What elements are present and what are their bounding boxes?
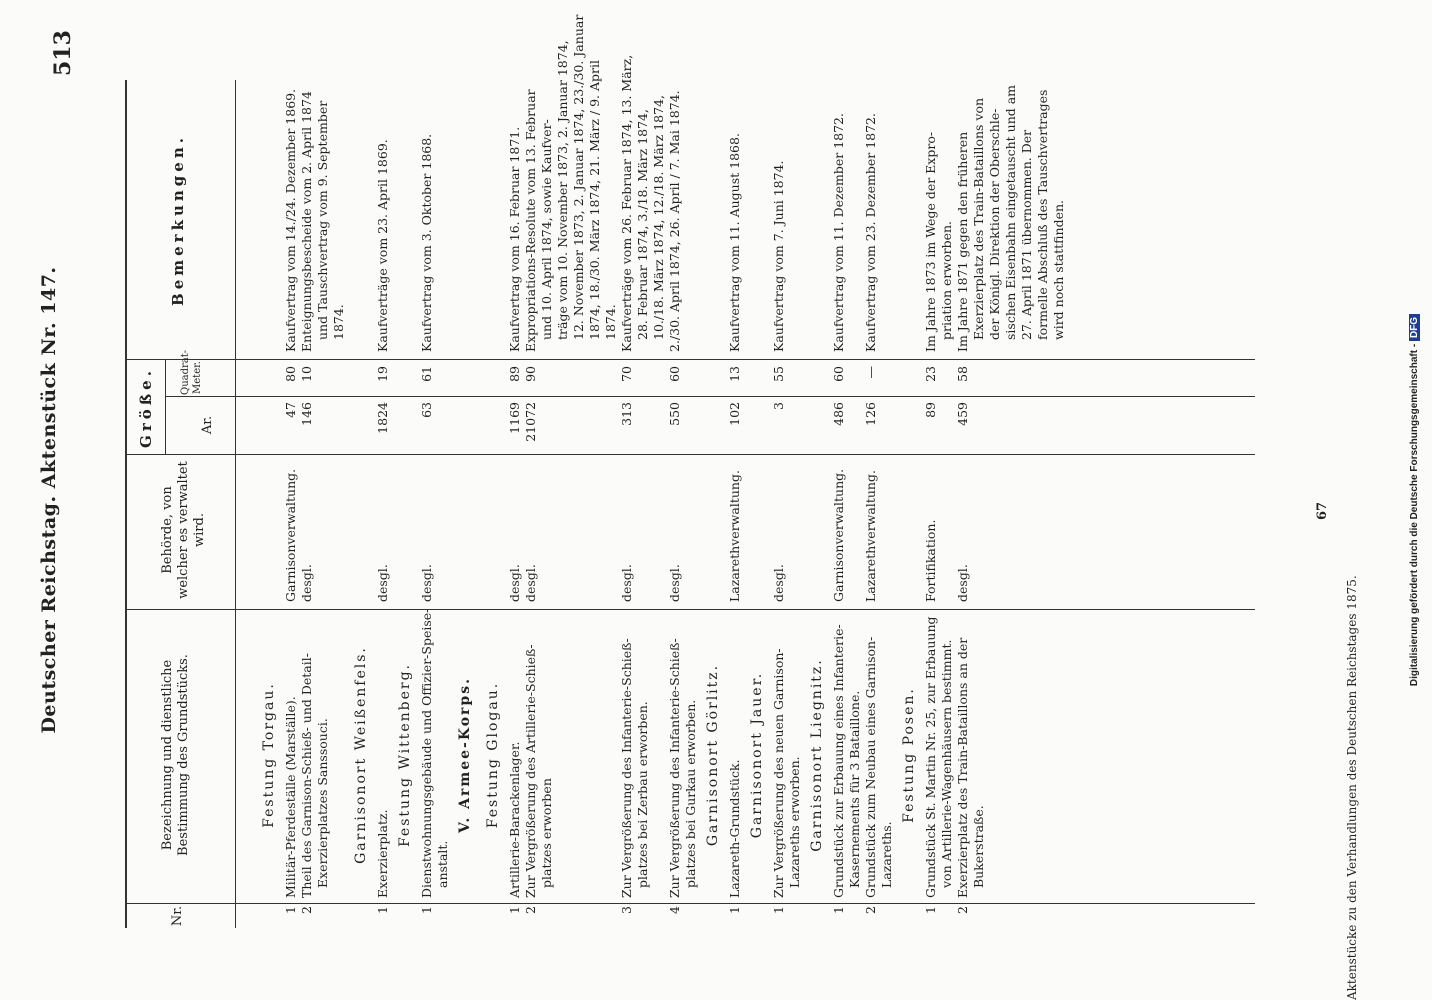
row-number: 2 xyxy=(299,906,314,914)
col-divider-nr xyxy=(125,903,1255,904)
row-area-qm: 61 xyxy=(419,366,434,382)
row-description: Exerzierplatz des Train-Bataillons an der xyxy=(955,637,970,898)
row-authority: desgl. xyxy=(619,564,634,602)
header-qm: Quadrat-Meter. xyxy=(180,349,203,395)
col-divider-beh xyxy=(125,454,1255,455)
groesse-rule xyxy=(165,360,166,455)
header-bemerkungen: Bemerkungen. xyxy=(169,134,187,306)
row-area-ar: 146 xyxy=(299,402,314,426)
row-description-continued: Lazareths erworben. xyxy=(787,756,802,888)
row-authority: desgl. xyxy=(375,564,390,602)
row-number: 2 xyxy=(863,906,878,914)
section-heading: Festung Wittenberg. xyxy=(397,663,413,848)
row-number: 1 xyxy=(771,906,786,914)
header-nr: Nr. xyxy=(170,905,185,927)
section-heading: Garnisonort Liegnitz. xyxy=(809,658,825,852)
col-divider-desc xyxy=(125,609,1255,610)
row-description: Lazareth-Grundstück. xyxy=(727,759,742,898)
row-remark: Enteignungsbescheide vom 2. April 1874 xyxy=(299,91,314,352)
section-heading: Garnisonort Görlitz. xyxy=(705,663,721,847)
row-number: 1 xyxy=(831,906,846,914)
row-remark-continued: 28. Februar 1874, 3./18. März 1874, xyxy=(635,109,650,340)
row-number: 3 xyxy=(619,906,634,914)
row-authority: desgl. xyxy=(955,564,970,602)
row-authority: desgl. xyxy=(667,564,682,602)
row-area-ar: 89 xyxy=(923,402,938,418)
row-number: 1 xyxy=(419,906,434,914)
row-area-qm: 90 xyxy=(523,366,538,382)
row-remark-continued: 1874. xyxy=(331,304,346,340)
row-description: Theil des Garnison-Schieß- und Detail- xyxy=(299,653,314,898)
row-authority: Lazarethverwaltung. xyxy=(727,470,742,602)
row-remark-continued: formelle Abschluß des Tauschvertrages xyxy=(1035,89,1050,340)
row-remark-continued: 10./18. März 1874, 12./18. März 1874, xyxy=(651,94,666,340)
row-remark-continued: und 10. April 1874, sowie Kaufver- xyxy=(539,119,554,340)
footer-sheet-number: 67 xyxy=(1315,501,1330,520)
row-description-continued: platzes bei Zerbau erworben. xyxy=(635,701,650,888)
row-description-continued: Kasernements für 3 Bataillone. xyxy=(847,690,862,888)
row-area-ar: 1169 xyxy=(507,402,522,434)
row-remark: Kaufvertrag vom 23. Dezember 1872. xyxy=(863,113,878,352)
header-ar: Ar. xyxy=(200,415,215,435)
row-remark: Kaufvertrag vom 3. Oktober 1868. xyxy=(419,133,434,352)
header-bezeichnung: Bezeichnung und dienstliche Bestimmung des Grundstücks. xyxy=(160,654,191,856)
row-remark-continued: und Tauschvertrag vom 9. September xyxy=(315,100,330,340)
table-top-rule xyxy=(125,80,127,928)
row-description: Grundstück zum Neubau eines Garnison- xyxy=(863,636,878,898)
row-area-qm: 10 xyxy=(299,366,314,382)
row-description: Zur Vergrößerung des Infanterie-Schieß- xyxy=(667,638,682,898)
header-behoerde: Behörde, von welcher es verwaltet wird. xyxy=(160,461,207,599)
row-authority: Fortifikation. xyxy=(923,519,938,602)
row-remark: 2./30. April 1874, 26. April / 7. Mai 1874. xyxy=(667,90,682,352)
row-authority: Lazarethverwaltung. xyxy=(863,470,878,602)
row-area-ar: 459 xyxy=(955,402,970,426)
row-area-qm: 13 xyxy=(727,366,742,382)
row-authority: desgl. xyxy=(419,564,434,602)
row-area-qm: 19 xyxy=(375,366,390,382)
row-remark: Kaufvertrag vom 11. August 1868. xyxy=(727,133,742,352)
row-area-ar: 102 xyxy=(727,402,742,426)
row-area-qm: 60 xyxy=(831,366,846,382)
row-description-continued: Bukerstraße. xyxy=(971,805,986,888)
section-heading: Festung Posen. xyxy=(901,687,917,823)
row-remark: Kaufvertrag vom 7. Juni 1874. xyxy=(771,160,786,352)
row-number: 2 xyxy=(523,906,538,914)
row-description-continued: platzes bei Gurkau erworben. xyxy=(683,699,698,888)
section-heading: Festung Glogau. xyxy=(485,681,501,829)
row-description: Exerzierplatz. xyxy=(375,809,390,898)
row-description: Grundstück St. Martin Nr. 25, zur Erbauung xyxy=(923,616,938,898)
row-area-ar: 313 xyxy=(619,402,634,426)
row-area-qm: 89 xyxy=(507,366,522,382)
row-number: 1 xyxy=(507,906,522,914)
row-number: 4 xyxy=(667,906,682,914)
row-remark: Kaufverträge vom 23. April 1869. xyxy=(375,139,390,352)
row-area-ar: 486 xyxy=(831,402,846,426)
row-remark: Expropriations-Resolute vom 13. Februar xyxy=(523,89,538,352)
footer-publication: Aktenstücke zu den Verhandlungen des Deutschen Reichstages 1875. xyxy=(1345,575,1359,1000)
row-number: 1 xyxy=(283,906,298,914)
row-remark-continued: 27. April 1871 übernommen. Der xyxy=(1019,129,1034,340)
col-divider-ar xyxy=(165,396,1255,397)
section-heading: Festung Torgau. xyxy=(261,682,277,828)
row-remark-continued: 1874. xyxy=(603,304,618,340)
row-remark: Kaufvertrag vom 16. Februar 1871. xyxy=(507,126,522,352)
row-area-ar: 550 xyxy=(667,402,682,426)
row-remark: Im Jahre 1873 im Wege der Expro- xyxy=(923,131,938,352)
row-remark-continued: der Königl. Direktion der Oberschle- xyxy=(987,108,1002,340)
row-description: Artillerie-Barackenlager. xyxy=(507,741,522,898)
row-authority: desgl. xyxy=(771,564,786,602)
row-authority: desgl. xyxy=(507,564,522,602)
row-authority: Garnisonverwaltung. xyxy=(831,468,846,602)
row-area-ar: 1824 xyxy=(375,402,390,434)
row-description: Dienstwohnungsgebäude und Offizier-Speise- xyxy=(419,608,434,898)
dfg-watermark xyxy=(1406,0,1428,1000)
header-groesse: Größe. xyxy=(137,367,155,448)
row-remark: Im Jahre 1871 gegen den früheren xyxy=(955,131,970,352)
section-heading: Garnisonort Jauer. xyxy=(749,671,765,839)
page-number: 513 xyxy=(50,30,76,76)
row-area-ar: 3 xyxy=(771,402,786,410)
row-remark-continued: sischen Eisenbahn eingetauscht und am xyxy=(1003,84,1018,340)
row-description-continued: Lazareths. xyxy=(879,821,894,888)
row-area-qm: 55 xyxy=(771,366,786,382)
row-area-qm: 23 xyxy=(923,366,938,382)
row-remark: Kaufvertrag vom 14./24. Dezember 1869. xyxy=(283,88,298,352)
row-area-qm: 70 xyxy=(619,366,634,382)
row-description-continued: anstalt. xyxy=(435,840,450,888)
running-head: Deutscher Reichstag. Aktenstück Nr. 147. xyxy=(38,266,60,734)
row-description-continued: Exerzierplatzes Sanssouci. xyxy=(315,718,330,888)
row-remark-continued: Exerzierplatz des Train-Bataillons von xyxy=(971,97,986,340)
section-heading: V. Armee-Korps. xyxy=(457,677,473,833)
row-area-ar: 126 xyxy=(863,402,878,426)
row-authority: Garnisonverwaltung. xyxy=(283,468,298,602)
row-area-ar: 63 xyxy=(419,402,434,418)
dfg-logo: DFG xyxy=(1409,314,1420,341)
header-bottom-rule xyxy=(235,80,236,928)
row-number: 1 xyxy=(923,906,938,914)
row-remark-continued: 1874, 18./30. März 1874, 21. März / 9. April xyxy=(587,60,602,340)
row-area-ar: 47 xyxy=(283,402,298,418)
row-remark-continued: träge vom 10. November 1873, 2. Januar 1874, xyxy=(555,40,570,340)
row-remark: Kaufverträge vom 26. Februar 1874, 13. März, xyxy=(619,54,634,352)
row-area-qm: 58 xyxy=(955,366,970,382)
col-divider-qm xyxy=(125,359,1255,360)
row-authority: desgl. xyxy=(523,564,538,602)
row-area-qm: 80 xyxy=(283,366,298,382)
row-description: Zur Vergrößerung des neuen Garnison- xyxy=(771,648,786,898)
row-area-qm: 60 xyxy=(667,366,682,382)
row-remark-continued: 12. November 1873, 2. Januar 1874, 23./30. Januar xyxy=(571,14,586,340)
row-remark: Kaufvertrag vom 11. Dezember 1872. xyxy=(831,113,846,352)
row-area-qm: — xyxy=(863,366,878,379)
row-description: Militär-Pferdeställe (Marställe). xyxy=(283,696,298,898)
row-description: Zur Vergrößerung des Infanterie-Schieß- xyxy=(619,638,634,898)
row-number: 2 xyxy=(955,906,970,914)
row-authority: desgl. xyxy=(299,564,314,602)
row-remark-continued: wird noch stattfinden. xyxy=(1051,200,1066,340)
row-area-ar: 21072 xyxy=(523,402,538,442)
row-number: 1 xyxy=(375,906,390,914)
row-description: Grundstück zur Erbauung eines Infanterie- xyxy=(831,624,846,898)
row-description-continued: von Artillerie-Wagenhäusern bestimmt. xyxy=(939,639,954,888)
row-description-continued: platzes erworben xyxy=(539,778,554,888)
row-number: 1 xyxy=(727,906,742,914)
dfg-credit-text: Digitalisierung gefördert durch die Deutsche Forschungsgemeinschaft - xyxy=(1409,343,1420,687)
section-heading: Garnisonort Weißenfels. xyxy=(353,646,369,864)
row-remark-continued: priation erworben. xyxy=(939,221,954,340)
row-description: Zur Vergrößerung des Artillerie-Schieß- xyxy=(523,644,538,898)
